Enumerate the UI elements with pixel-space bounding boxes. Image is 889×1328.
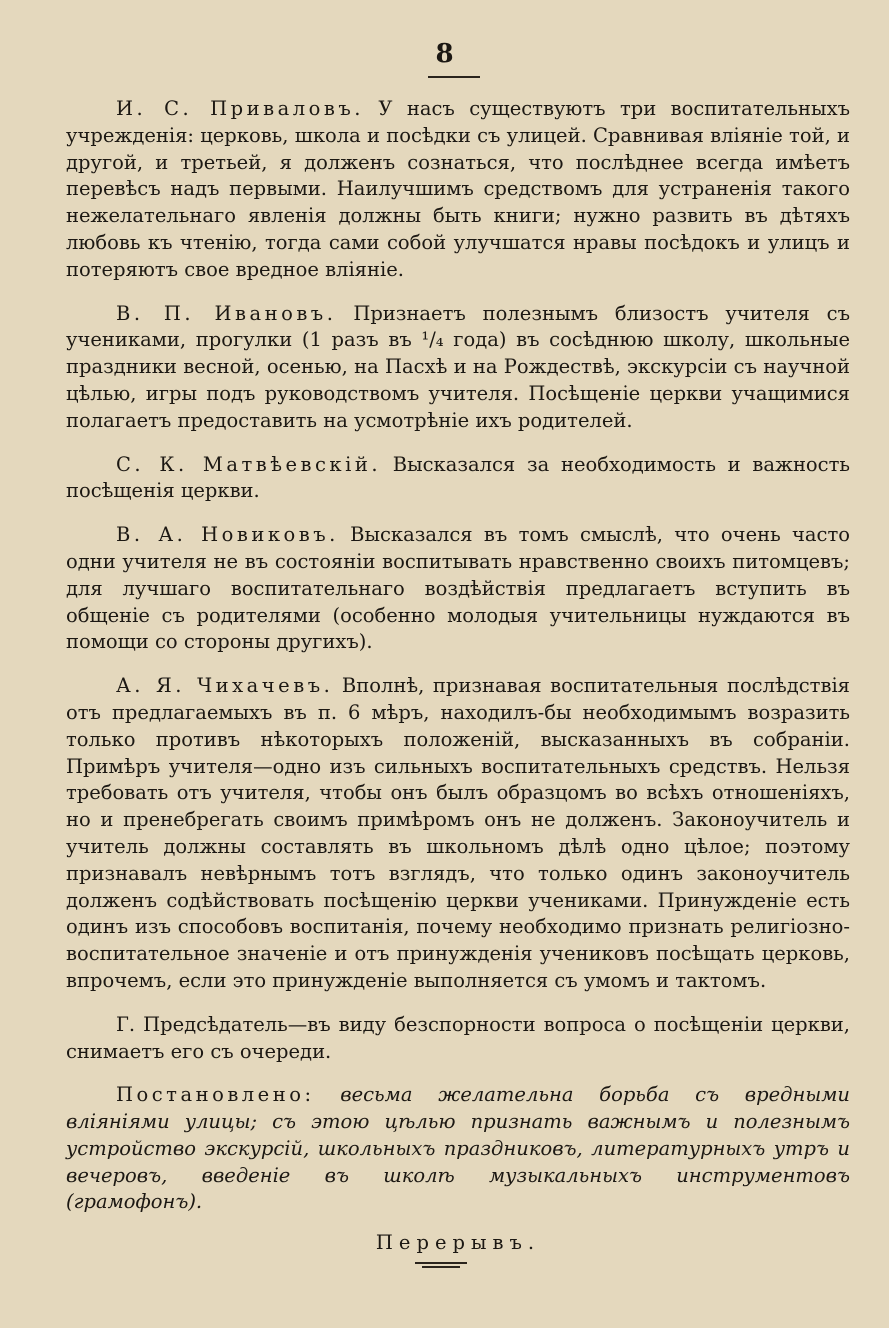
paragraph-chairman: [66, 1012, 850, 1066]
paragraph-chikhachev: [66, 673, 850, 995]
resolution-text: весьма желательна борьба съ вредными вліяніями улицы; съ этою цѣлью признать важнымъ и полезнымъ устройство экскурсій, школьныхъ праздниковъ, литературныхъ утръ и вечеровъ, введеніе въ школѣ музыкальныхъ инструментовъ (грамофонъ).: [66, 1083, 850, 1214]
speaker-name: С. К. Матвѣевскій.: [116, 452, 382, 476]
page-number-rule: [428, 76, 480, 78]
paragraph-text: —въ виду безспорности вопроса о посѣщеніи церкви, снимаетъ его съ очереди.: [66, 1012, 850, 1063]
speaker-name: Г. Предсѣдатель: [116, 1012, 288, 1036]
page-number: 8: [435, 39, 454, 69]
paragraph-ivanov: [66, 301, 850, 435]
paragraph-privalov: [66, 96, 850, 284]
page-body: [66, 96, 850, 1257]
speaker-name: И. С. Приваловъ.: [116, 97, 364, 120]
paragraph-novikov: [66, 522, 850, 656]
end-ornament-rule: [422, 1266, 460, 1268]
speaker-name: А. Я. Чихачевъ.: [116, 674, 334, 698]
end-ornament-rule: [415, 1262, 467, 1264]
paragraph-matveevsky: [66, 452, 850, 506]
speaker-name: В. А. Новиковъ.: [116, 523, 339, 547]
paragraph-text: Высказался въ томъ смыслѣ, что очень часто одни учителя не въ состояніи воспитывать нравственно своихъ питомцевъ; для лучшаго воспитательнаго воздѣйствія предлагаетъ вступить въ общеніе съ родителями (особенно молодыя учительницы нуждаются въ помощи со стороны другихъ).: [66, 523, 850, 654]
paragraph-text: Высказался за необходимость и важность посѣщенія церкви.: [66, 452, 851, 503]
pause-heading: Перерывъ.: [375, 1231, 541, 1255]
paragraph-text: Признаетъ полезнымъ близостъ учителя съ учениками, прогулки (1 разъ въ ¹/₄ года) въ сосѣднюю школу, школьные праздники весной, осенью, на Пасхѣ и на Рождествѣ, экскурсіи съ научной цѣлью, игры подъ руководствомъ учителя. Посѣщеніе церкви учащимися полагаетъ предоставить на усмотрѣніе ихъ родителей.: [66, 301, 851, 432]
resolution-label: Постановлено:: [116, 1083, 315, 1107]
speaker-name: В. П. Ивановъ.: [116, 301, 337, 325]
resolution-paragraph: [66, 1082, 850, 1216]
paragraph-text: Вполнѣ, признавая воспитательныя послѣдствія отъ предлагаемыхъ въ п. 6 мѣръ, находилъ-бы необходимымъ возразить только противъ нѣкоторыхъ положеній, высказанныхъ въ собраніи. Примѣръ учителя—одно изъ сильныхъ воспитательныхъ средствъ. Нельзя требовать отъ учителя, чтобы онъ былъ образцомъ во всѣхъ отношеніяхъ, но и пренебрегать своимъ примѣромъ онъ не долженъ. Законоучитель и учитель должны составлять въ школьномъ дѣлѣ одно цѣлое; поэтому признавалъ невѣрнымъ тотъ взглядъ, что только одинъ законоучитель долженъ содѣйствовать посѣщенію церкви учениками. Принужденіе есть одинъ изъ способовъ воспитанія, почему необходимо признать религіозно-воспитательное значеніе и отъ принужденія учениковъ посѣщать церковь, впрочемъ, если это принужденіе выполняется съ умомъ и тактомъ.: [66, 674, 850, 992]
paragraph-text: У насъ существуютъ три воспитательныхъ учрежденія: церковь, школа и посѣдки съ улицей. Сравнивая вліяніе той, и другой, и третьей, я долженъ сознаться, что послѣднее всегда имѣетъ перевѣсъ надъ первыми. Наилучшимъ средствомъ для устраненія такого нежелательнаго явленія должны быть книги; нужно развить въ дѣтяхъ любовь къ чтенію, тогда сами собой улучшатся нравы посѣдокъ и улицъ и потеряютъ свое вредное вліяніе.: [66, 97, 850, 281]
